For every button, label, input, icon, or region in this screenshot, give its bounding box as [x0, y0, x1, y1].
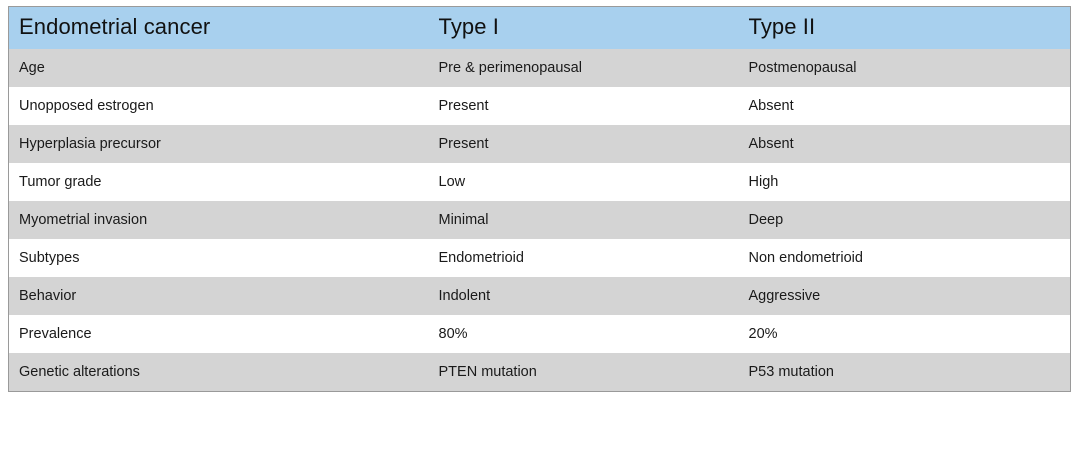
table-row: [9, 239, 1071, 277]
endometrial-cancer-comparison-table: [8, 6, 1071, 392]
column-header-type-i: Type I: [429, 7, 739, 50]
cell-type-ii: 20%: [739, 315, 1071, 353]
table-row: [9, 277, 1071, 315]
table-row: [9, 163, 1071, 201]
table-row: [9, 201, 1071, 239]
table-header-row: [9, 7, 1071, 50]
cell-type-ii: Postmenopausal: [739, 49, 1071, 87]
cell-feature: Age: [9, 49, 429, 87]
cell-type-ii: High: [739, 163, 1071, 201]
cell-type-ii: Aggressive: [739, 277, 1071, 315]
column-header-feature: Endometrial cancer: [9, 7, 429, 50]
cell-type-i: Low: [429, 163, 739, 201]
cell-feature: Hyperplasia precursor: [9, 125, 429, 163]
cell-feature: Genetic alterations: [9, 353, 429, 392]
cell-feature: Prevalence: [9, 315, 429, 353]
cell-type-i: PTEN mutation: [429, 353, 739, 392]
table-row: [9, 315, 1071, 353]
table-body: [9, 49, 1071, 392]
table-header: [9, 7, 1071, 50]
cell-feature: Behavior: [9, 277, 429, 315]
table-row: [9, 353, 1071, 392]
column-header-type-ii: Type II: [739, 7, 1071, 50]
cell-type-i: Pre & perimenopausal: [429, 49, 739, 87]
cell-type-i: 80%: [429, 315, 739, 353]
cell-feature: Tumor grade: [9, 163, 429, 201]
cell-type-ii: Non endometrioid: [739, 239, 1071, 277]
table-row: [9, 87, 1071, 125]
cell-type-i: Minimal: [429, 201, 739, 239]
cell-type-ii: Deep: [739, 201, 1071, 239]
table-row: [9, 49, 1071, 87]
cell-feature: Myometrial invasion: [9, 201, 429, 239]
cell-type-ii: Absent: [739, 125, 1071, 163]
cell-type-i: Endometrioid: [429, 239, 739, 277]
table-row: [9, 125, 1071, 163]
cell-feature: Subtypes: [9, 239, 429, 277]
cell-type-i: Present: [429, 87, 739, 125]
cell-type-i: Indolent: [429, 277, 739, 315]
cell-type-ii: P53 mutation: [739, 353, 1071, 392]
cell-feature: Unopposed estrogen: [9, 87, 429, 125]
cell-type-ii: Absent: [739, 87, 1071, 125]
cell-type-i: Present: [429, 125, 739, 163]
